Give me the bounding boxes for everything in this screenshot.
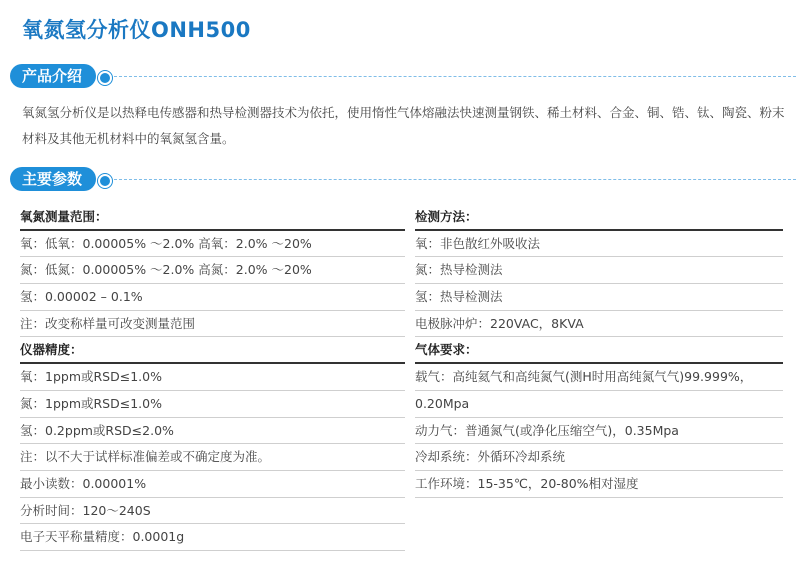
param-left-heading: 仪器精度： (20, 337, 405, 364)
section-divider (114, 179, 796, 180)
param-left-row: 氮：1ppm或RSD≤1.0% (20, 391, 405, 418)
param-right-empty-row (415, 498, 783, 525)
param-left-row: 氧：低氧：0.00005% ～2.0% 高氧：2.0% ～20% (20, 231, 405, 258)
param-right-row: 电极脉冲炉：220VAC，8KVA (415, 311, 783, 338)
param-left-row: 注：改变称样量可改变测量范围 (20, 311, 405, 338)
param-left-row: 氮：低氮：0.00005% ～2.0% 高氮：2.0% ～20% (20, 257, 405, 284)
param-right-empty-row (415, 524, 783, 551)
param-left-row: 氢：0.2ppm或RSD≤2.0% (20, 418, 405, 445)
section-label-intro: 产品介绍 (10, 64, 96, 88)
param-right-row: 载气：高纯氦气和高纯氮气(测H时用高纯氮气气)99.999%， (415, 364, 783, 391)
param-left-row: 氧：1ppm或RSD≤1.0% (20, 364, 405, 391)
params-right-column (415, 204, 783, 551)
param-right-row: 0.20Mpa (415, 391, 783, 418)
param-left-row: 最小读数：0.00001% (20, 471, 405, 498)
param-right-heading: 检测方法： (415, 204, 783, 231)
param-right-row: 氮：热导检测法 (415, 257, 783, 284)
param-right-row: 氢：热导检测法 (415, 284, 783, 311)
section-dot-icon (98, 174, 112, 188)
param-left-row: 分析时间：120～240S (20, 498, 405, 525)
section-divider (114, 76, 796, 77)
intro-paragraph: 氧氮氢分析仪是以热释电传感器和热导检测器技术为依托，使用惰性气体熔融法快速测量钢铁、稀土材料、合金、铜、锆、钛、陶瓷、粉末材料及其他无机材料中的氧氮氢含量。 (22, 105, 785, 146)
param-right-row: 冷却系统：外循环冷却系统 (415, 444, 783, 471)
section-label-params: 主要参数 (10, 167, 96, 191)
params-left-column (20, 204, 405, 551)
section-dot-icon (98, 71, 112, 85)
param-left-row: 氢：0.00002 – 0.1% (20, 284, 405, 311)
param-right-row: 氧：非色散红外吸收法 (415, 231, 783, 258)
param-left-row: 注：以不大于试样标准偏差或不确定度为准。 (20, 444, 405, 471)
section-header-intro (10, 64, 796, 88)
param-right-heading: 气体要求： (415, 337, 783, 364)
page-title: 氧氮氢分析仪ONH500 (22, 18, 251, 42)
param-right-row: 工作环境：15-35℃，20-80%相对湿度 (415, 471, 783, 498)
param-left-row: 电子天平称量精度：0.0001g (20, 524, 405, 551)
param-right-row: 动力气：普通氮气(或净化压缩空气)，0.35Mpa (415, 418, 783, 445)
section-header-params (10, 167, 796, 191)
param-left-heading: 氧氮测量范围： (20, 204, 405, 231)
